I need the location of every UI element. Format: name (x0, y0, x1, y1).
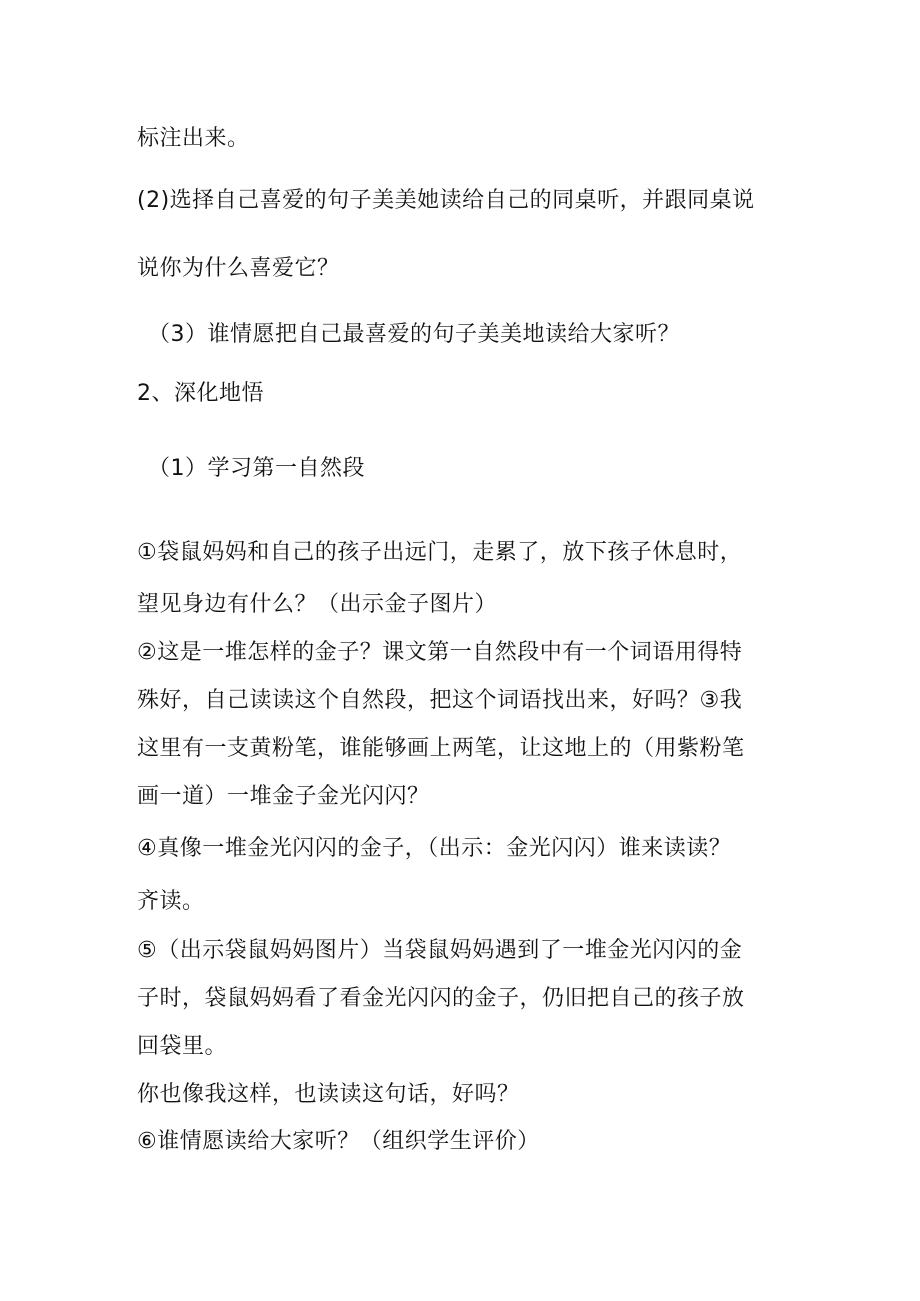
text-line-2: (2)选择自己喜爱的句子美美她读给自己的同桌听，并跟同桌说 (137, 188, 755, 213)
text-line-14: 齐读。 (137, 889, 205, 914)
text-line-13: ④真像一堆金光闪闪的金子，（出示：金光闪闪）谁来读读？ (137, 836, 732, 861)
text-line-15: ⑤（出示袋鼠妈妈图片）当袋鼠妈妈遇到了一堆金光闪闪的金 (137, 938, 743, 963)
text-line-17: 回袋里。 (137, 1034, 228, 1059)
text-line-19: ⑥谁情愿读给大家听？（组织学生评价） (137, 1129, 540, 1154)
text-line-10: 殊好，自己读读这个自然段，把这个词语找出来，好吗？③我 (137, 688, 743, 713)
text-line-8: 望见身边有什么？（出示金子图片） (137, 592, 498, 617)
text-line-7: ①袋鼠妈妈和自己的孩子出远门，走累了，放下孩子休息时， (137, 540, 743, 565)
text-line-6: （1）学习第一自然段 (148, 456, 365, 481)
text-line-16: 子时，袋鼠妈妈看了看金光闪闪的金子，仍旧把自己的孩子放 (137, 986, 745, 1011)
text-line-4: （3）谁情愿把自己最喜爱的句子美美地读给大家听？ (148, 322, 680, 347)
text-line-3: 说你为什么喜爱它？ (137, 256, 340, 281)
text-line-18: 你也像我这样，也读读这句话，好吗？ (137, 1082, 520, 1107)
text-line-9: ②这是一堆怎样的金子？课文第一自然段中有一个词语用得特 (137, 640, 743, 665)
text-line-12: 画一道）一堆金子金光闪闪？ (137, 784, 430, 809)
text-line-1: 标注出来。 (137, 126, 250, 151)
text-line-5: 2、深化地悟 (137, 381, 264, 406)
text-line-11: 这里有一支黄粉笔，谁能够画上两笔，让这地上的（用紫粉笔 (137, 736, 745, 761)
